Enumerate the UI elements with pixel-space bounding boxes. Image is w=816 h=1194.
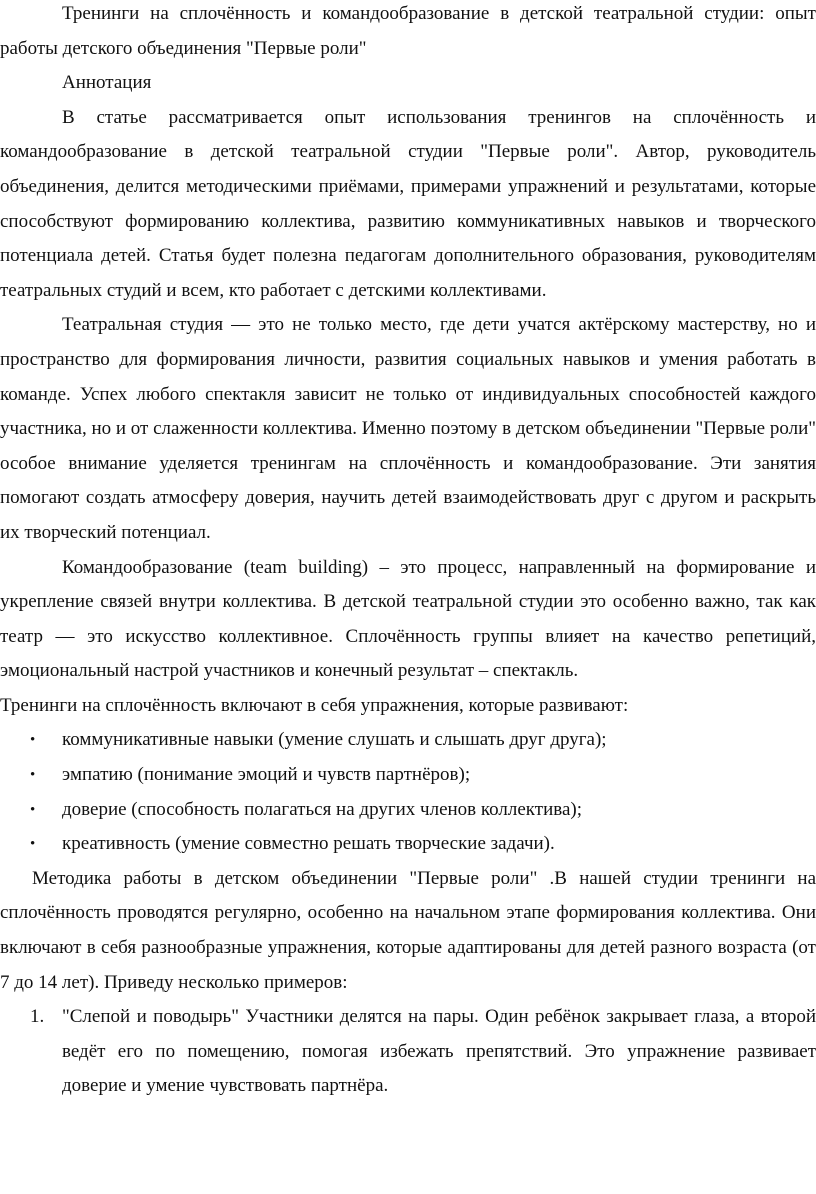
annotation-heading: Аннотация: [62, 72, 152, 94]
list-item-text: коммуникативные навыки (умение слушать и слышать друг друга);: [62, 729, 607, 751]
list-item: [0, 827, 816, 862]
list-item: [0, 1000, 816, 1104]
skills-list: [0, 723, 816, 861]
list-item-text: эмпатию (понимание эмоций и чувств партнёров);: [62, 764, 471, 786]
bullet-icon: •: [30, 767, 36, 784]
list-item-text: креативность (умение совместно решать творческие задачи).: [62, 833, 555, 855]
list-item: [0, 723, 816, 758]
bullet-icon: •: [30, 836, 36, 853]
list-item: [0, 793, 816, 828]
list-item-text: доверие (способность полагаться на других членов коллектива);: [62, 798, 583, 820]
document-title: Тренинги на сплочённость и командообразование в детской театральной студии: опыт работы детского объединения "Первые роли": [0, 3, 816, 59]
methodology-paragraph: Методика работы в детском объединении "Первые роли" .В нашей студии тренинги на сплочённость проводятся регулярно, особенно на начальном этапе формирования коллектива. Они включают в себя разнообразные упражнения, которые адаптированы для детей разного возраста (от 7 до 14 лет). Приведу несколько примеров:: [0, 867, 816, 993]
bullet-icon: •: [30, 801, 36, 818]
list-item-text: "Слепой и поводырь" Участники делятся на пары. Один ребёнок закрывает глаза, а второй ведёт его по помещению, помогая избежать препятствий. Это упражнение развивает доверие и умение чувствовать партнёра.: [62, 1006, 816, 1097]
item-number: 1.: [30, 1006, 45, 1028]
bullet-icon: •: [30, 732, 36, 749]
intro-paragraph: Театральная студия — это не только место, где дети учатся актёрскому мастерству, но и пространство для формирования личности, развития социальных навыков и умения работать в команде. Успех любого спектакля зависит не только от индивидуальных способностей каждого участника, но и от слаженности коллектива. Именно поэтому в детском объединении "Первые роли" особое внимание уделяется тренингам на сплочённость и командообразование. Эти занятия помогают создать атмосферу доверия, научить детей взаимодействовать друг с другом и раскрыть их творческий потенциал.: [0, 314, 816, 543]
examples-list: [0, 1000, 816, 1104]
list-intro: Тренинги на сплочённость включают в себя упражнения, которые развивают:: [0, 694, 629, 716]
list-item: [0, 758, 816, 793]
annotation-text: В статье рассматривается опыт использования тренингов на сплочённость и командообразование в детской театральной студии "Первые роли". Автор, руководитель объединения, делится методическими приёмами, примерами упражнений и результатами, которые способствуют формированию коллектива, развитию коммуникативных навыков и творческого потенциала детей. Статья будет полезна педагогам дополнительного образования, руководителям театральных студий и всем, кто работает с детскими коллективами.: [0, 106, 816, 301]
team-building-paragraph: Командообразование (team building) – это процесс, направленный на формирование и укрепление связей внутри коллектива. В детской театральной студии это особенно важно, так как театр — это искусство коллективное. Сплочённость группы влияет на качество репетиций, эмоциональный настрой участников и конечный результат – спектакль.: [0, 556, 816, 682]
